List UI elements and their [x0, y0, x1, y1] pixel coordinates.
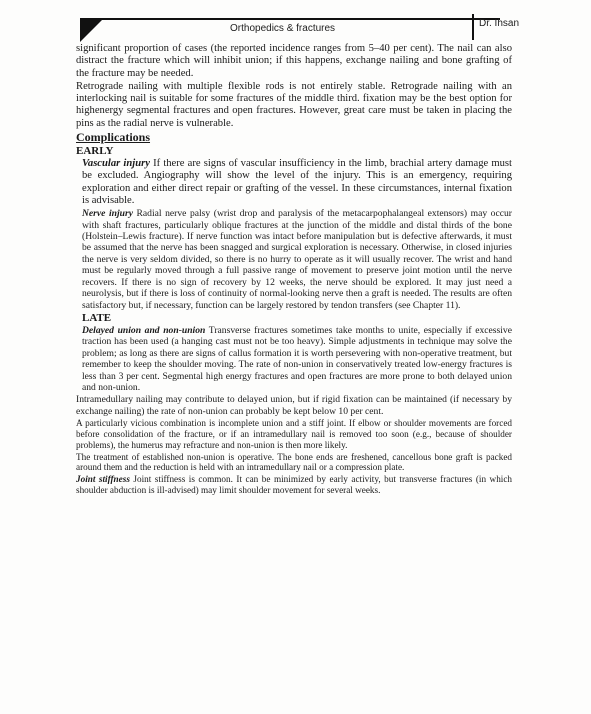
paragraph-vicious-combination: A particularly vicious combination is incomplete union and a stiff joint. If elbow or shoulder movements are forced before consolidation of the fracture, or if an intramedullary nail is removed too soon (e.g., because of shoulder problems), the humerus may refracture and non-union is then more likely.	[76, 418, 512, 450]
text-joint-stiffness: Joint stiffness is common. It can be minimized by early activity, but transverse fractures (in which shoulder abduction is ill-advised) may limit shoulder movement for several weeks.	[76, 474, 513, 495]
paragraph-intro-1: significant proportion of cases (the reported incidence ranges from 5–40 per cent). The nail can also distract the fracture which will inhibit union; if this happens, exchange nailing and bone grafting of the fracture may be needed.	[76, 43, 512, 79]
subheading-early: EARLY	[76, 145, 114, 158]
page-body	[76, 43, 512, 497]
header-divider	[472, 14, 474, 40]
paragraph-intramedullary: Intramedullary nailing may contribute to delayed union, but if rigid fixation can be maintained (if necessary by exchange nailing) the rate of non-union can probably be kept below 10 per cent.	[76, 394, 512, 417]
text-delayed-union: Transverse fractures sometimes take months to unite, especially if excessive traction has been used (a hanging cast must not be too heavy). Simple adjustments in technique may solve the problem; as long as there are signs of callus formation it is worth persevering with non-operative treatment, but remember to keep the shoulder moving. The rate of non-union in conservatively treated low-energy fractures is less than 3 per cent. Segmental high energy fractures and open fractures are more prone to both delayed union and non-union.	[82, 324, 512, 393]
paragraph-joint-stiffness	[76, 474, 512, 496]
page-header	[80, 18, 500, 40]
term-vascular-injury: Vascular injury	[82, 158, 150, 170]
section-heading-complications: Complications	[76, 130, 151, 145]
term-joint-stiffness: Joint stiffness	[76, 474, 130, 485]
header-corner-triangle-icon	[80, 18, 104, 42]
term-nerve-injury: Nerve injury	[82, 208, 133, 220]
paragraph-nerve-injury	[76, 208, 512, 311]
paragraph-treatment: The treatment of established non-union is operative. The bone ends are freshened, cancellous bone graft is packed around them and the reduction is held with an intramedullary nail or a compression plate.	[76, 451, 512, 473]
paragraph-intro-2: Retrograde nailing with multiple flexible rods is not entirely stable. Retrograde nailing with an interlocking nail is suitable for some fractures of the middle third. fixation may be the best option for highenergy segmental fractures and open fractures. However, great care must be taken in placing the pins as the radial nerve is vulnerable.	[76, 80, 512, 129]
header-title: Orthopedics & fractures	[230, 23, 336, 34]
paragraph-delayed-union	[76, 325, 512, 393]
term-delayed-union: Delayed union and non-union	[82, 324, 206, 336]
text-nerve-injury: Radial nerve palsy (wrist drop and paralysis of the metacarpophalangeal extensors) may occur with shaft fractures, particularly oblique fractures at the junction of the middle and distal thirds of the bone (Holstein–Lewis fracture). If nerve function was intact before manipulation but is defective afterwards, it must be assumed that the nerve has been snagged and surgical exploration is necessary. Otherwise, in closed injuries the nerve is very seldom divided, so there is no hurry to operate as it will usually recover. The wrist and hand must be regularly moved through a full passive range of movement to preserve joint motion until the nerve recovers. If there is no sign of recovery by 12 weeks, the nerve should be explored. It may just need a neurolysis, but if there is loss of continuity of normal-looking nerve then a graft is needed. The results are often satisfactory but, if necessary, function can be largely restored by tendon transfers (see Chapter 11).	[82, 208, 512, 311]
paragraph-vascular-injury	[76, 158, 512, 207]
text-vascular-injury: If there are signs of vascular insufficiency in the limb, brachial artery damage must be excluded. Angiography will show the level of the injury. This is an emergency, requiring exploration and either direct repair or grafting of the vessel. In these circumstances, internal fixation is advisable.	[82, 158, 512, 206]
subheading-late: LATE	[82, 311, 112, 324]
header-author: Dr. Ihsan	[479, 18, 520, 29]
